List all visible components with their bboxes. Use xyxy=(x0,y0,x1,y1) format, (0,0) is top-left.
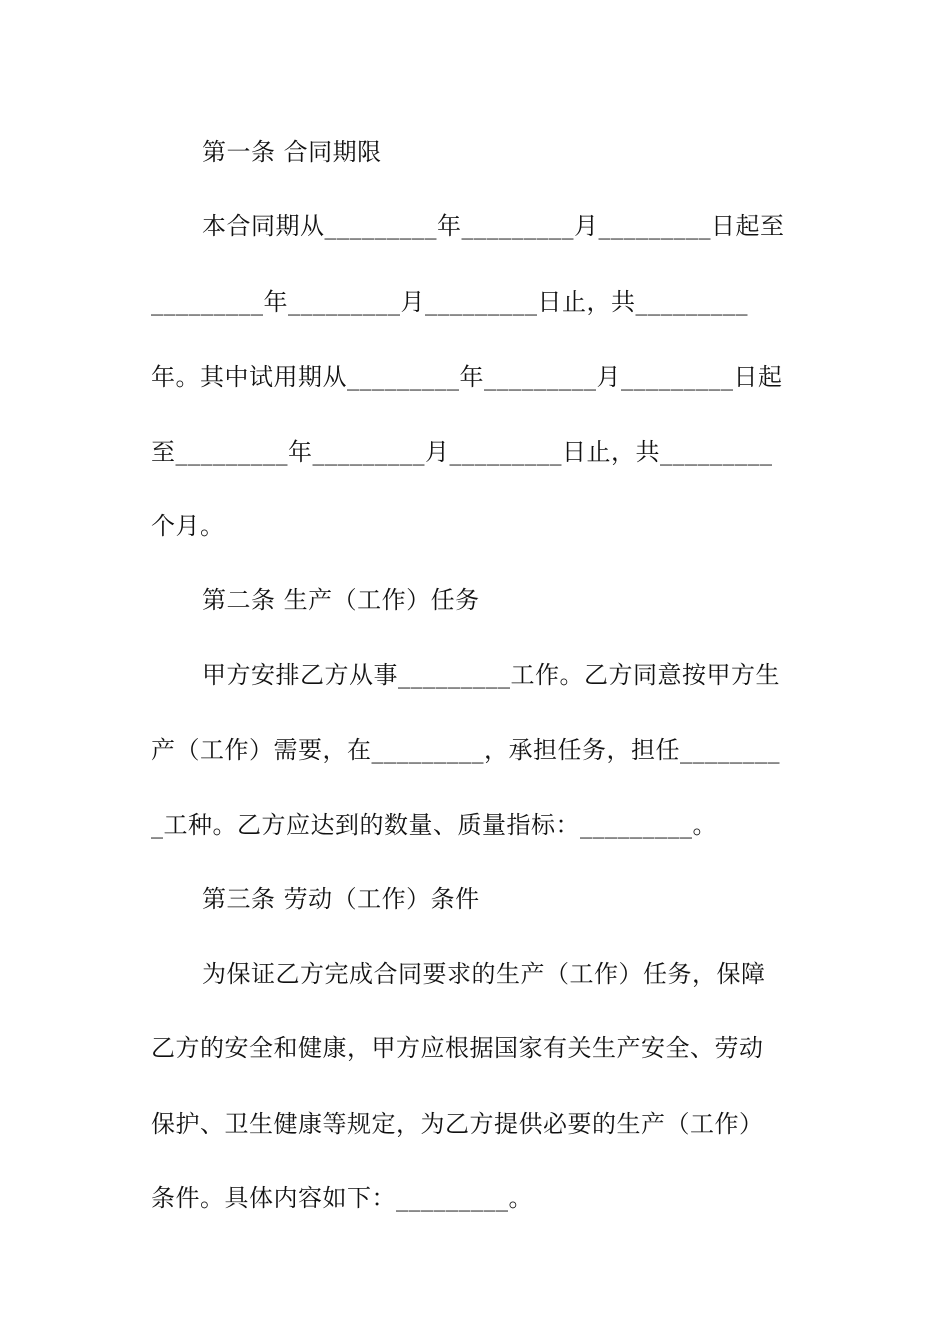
paragraph-line: 年。其中试用期从_________年_________月_________日起 xyxy=(151,363,783,391)
paragraph-line: _________年_________月_________日止，共_________ xyxy=(151,288,748,316)
paragraph-line: 为保证乙方完成合同要求的生产（工作）任务，保障 xyxy=(202,960,766,988)
article-1-heading: 第一条 合同期限 xyxy=(202,138,382,166)
paragraph-line: 乙方的安全和健康，甲方应根据国家有关生产安全、劳动 xyxy=(151,1034,764,1062)
paragraph-line: 个月。 xyxy=(151,512,225,540)
paragraph-line: 至_________年_________月_________日止，共_________ xyxy=(151,438,773,466)
paragraph-line: 甲方安排乙方从事_________工作。乙方同意按甲方生 xyxy=(202,661,780,689)
article-2-heading: 第二条 生产（工作）任务 xyxy=(202,586,480,614)
article-3-heading: 第三条 劳动（工作）条件 xyxy=(202,885,480,913)
paragraph-line: 条件。具体内容如下：_________。 xyxy=(151,1184,533,1212)
paragraph-line: 本合同期从_________年_________月_________日起至 xyxy=(202,212,785,240)
paragraph-line: 保护、卫生健康等规定，为乙方提供必要的生产（工作） xyxy=(151,1110,764,1138)
paragraph-line: 产（工作）需要，在_________，承担任务，担任________ xyxy=(151,736,780,764)
paragraph-line: _工种。乙方应达到的数量、质量指标：_________。 xyxy=(151,811,717,839)
